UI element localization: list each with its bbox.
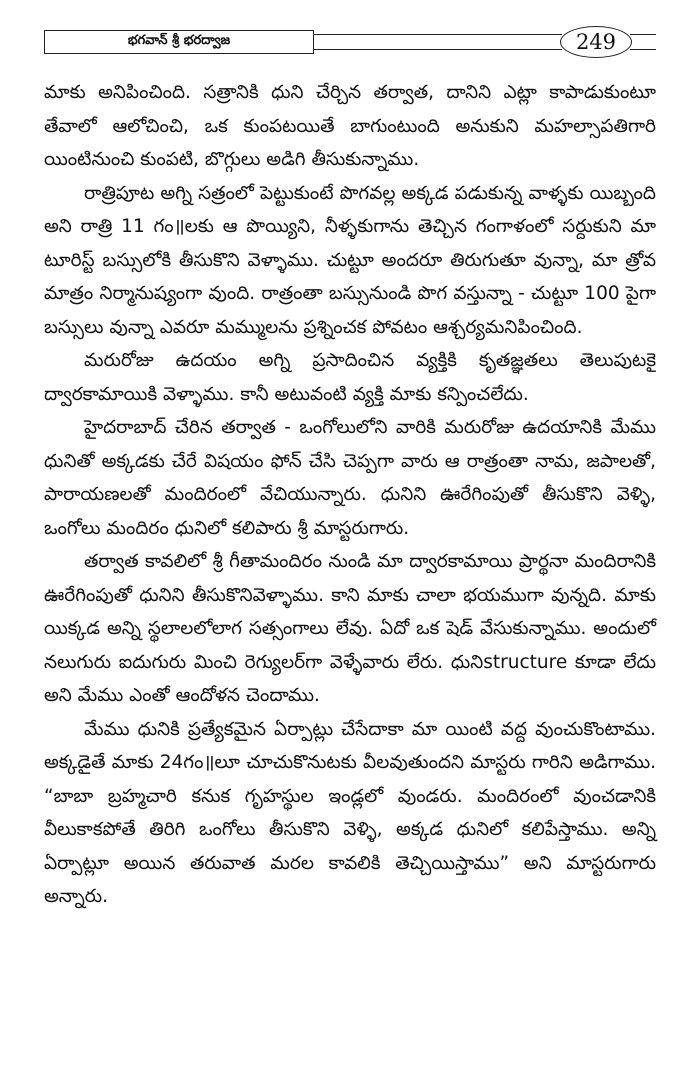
running-title: భగవాన్ శ్రీ భరద్వాజ xyxy=(44,30,314,54)
paragraph: మాకు అనిపించింది. సత్రానికి ధుని చేర్చిన తర్వాత, దానిని ఎట్లా కాపాడుకుంటూ తేవాలో ఆలోచించి, ఒక కుంపటయితే బాగుంటుంది అనుకుని మహల్సాపతిగారి యింటినుంచి కుంపటి, బొగ్గులు అడిగి తీసుకున్నాము. xyxy=(44,82,656,170)
paragraph: తర్వాత కావలిలో శ్రీ గీతామందిరం నుండి మా ద్వారకామాయి ప్రార్థనా మందిరానికి ఊరేగింపుతో ధునిని తీసుకొనివెళ్ళాము. కాని మాకు చాలా భయముగా వున్నది. మాకు యిక్కడ అన్ని స్థలాలలోలాగ సత్సంగాలు లేవు. ఏదో ఒక షెడ్ వేసుకున్నాము. అందులో నలుగురు ఐదుగురు మించి రెగ్యులర్‌గా వెళ్ళేవారు లేరు. ధునిstructure కూడా లేదు అని మేము ఎంతో ఆందోళన చెందాము. xyxy=(44,551,656,706)
paragraph: హైదరాబాద్ చేరిన తర్వాత - ఒంగోలులోని వారికి మరురోజు ఉదయానికి మేము ధునితో అక్కడకు చేరే విషయం ఫోన్ చేసి చెప్పగా వారు ఆ రాత్రంతా నామ, జపాలతో, పారాయణలతో మందిరంలో వేచియున్నారు. ధునిని ఊరేగింపుతో తీసుకొని వెళ్ళి, ఒంగోలు మందిరం ధునిలో కలిపారు శ్రీ మాస్టరుగారు. xyxy=(44,417,656,539)
paragraph: మేము ధునికి ప్రత్యేకమైన ఏర్పాట్లు చేసేదాకా మా యింటి వద్ద వుంచుకొంటాము. అక్కడైతే మాకు 24గం॥లూ చూచుకొనుటకు వీలవుతుందని మాస్టరు గారిని అడిగాము. “బాబా బ్రహ్మచారి కనుక గృహస్థుల ఇండ్లలో వుండరు. మందిరంలో వుంచడానికి వీలుకాకపోతే తిరిగి ఒంగోలు తీసుకొని వెళ్ళి, అక్కడ ధునిలో కలిపేస్తాము. అన్ని ఏర్పాట్లూ అయిన తరువాత మరల కావలికి తెచ్చియిస్తాము” అని మాస్టరుగారు అన్నారు. xyxy=(44,718,656,907)
page-header xyxy=(44,26,656,60)
paragraph: రాత్రిపూట అగ్ని సత్రంలో పెట్టుకుంటే పొగవల్ల అక్కడ పడుకున్న వాళ్ళకు యిబ్బంది అని రాత్రి 11 గం॥లకు ఆ పొయ్యిని, నీళ్ళకుగాను తెచ్చిన గంగాళంలో సర్దుకుని మా టూరిస్ట్ బస్సులోకి తీసుకొని వెళ్ళాము. చుట్టూ అందరూ తిరుగుతూ వున్నా, మా త్రోవ మాత్రం నిర్మానుష్యంగా వుంది. రాత్రంతా బస్సునుండి పొగ వస్తున్నా - చుట్టూ 100 పైగా బస్సులు వున్నా ఎవరూ మమ్ములను ప్రశ్నించక పోవటం ఆశ్చర్యమనిపించింది. xyxy=(44,182,656,338)
header-double-rule-end xyxy=(630,34,656,50)
paragraph: మరురోజు ఉదయం అగ్ని ప్రసాదించిన వ్యక్తికి కృతజ్ఞతలు తెలుపుటకై ద్వారకామాయికి వెళ్ళాము. కానీ అటువంటి వ్యక్తి మాకు కన్పించలేదు. xyxy=(44,350,656,405)
body-text xyxy=(44,76,656,914)
header-double-rule xyxy=(314,34,562,50)
page-number: 249 xyxy=(560,26,632,58)
